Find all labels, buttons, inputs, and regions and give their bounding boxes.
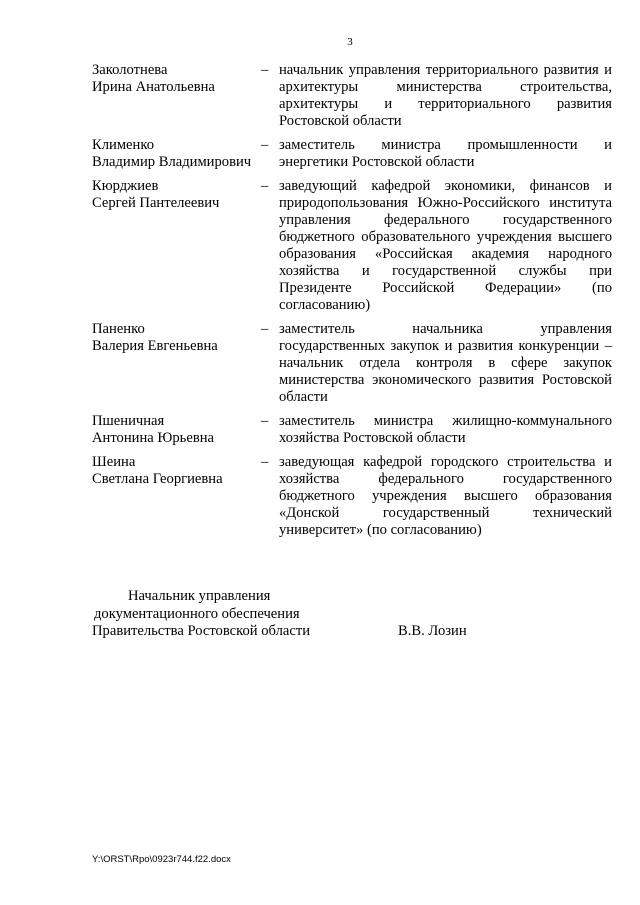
member-role: заведующая кафедрой городского строительства и хозяйства федерального государственного бюджетного учреждения высшего образования «Донской государственный технический университет» (по согласованию) <box>279 454 612 538</box>
page-number: 3 <box>347 36 353 48</box>
signature-title-line2: документационного обеспечения <box>94 605 300 622</box>
member-name: Клименко Владимир Владимирович <box>92 137 252 170</box>
list-item <box>92 454 612 539</box>
members-list <box>92 62 612 539</box>
list-item <box>92 321 612 406</box>
signature-block <box>92 588 512 641</box>
list-item <box>92 413 612 447</box>
member-role: заместитель министра промышленности и энергетики Ростовской области <box>279 137 612 170</box>
member-name: Кюрджиев Сергей Пантелеевич <box>92 178 220 211</box>
member-name: Паненко Валерия Евгеньевна <box>92 321 218 354</box>
list-item <box>92 178 612 314</box>
member-role: начальник управления территориального развития и архитектуры министерства строительства, архитектуры и территориального развития Ростовской области <box>279 62 612 129</box>
file-path-footer: Y:\ORST\Rpo\0923r744.f22.docx <box>92 854 231 865</box>
dash-separator: – <box>261 413 269 429</box>
member-role: заместитель начальника управления государственных закупок и развития конкуренции – начальник отдела контроля в сфере закупок министерства экономического развития Ростовской области <box>279 321 612 405</box>
dash-separator: – <box>261 178 269 194</box>
member-role: заведующий кафедрой экономики, финансов и природопользования Южно-Российского института управления федерального государственного бюджетного образовательного учреждения высшего образования «Российская академия народного хозяйства и государственной службы при Президенте Российской Федерации» (по согласованию) <box>279 178 612 313</box>
dash-separator: – <box>261 62 269 78</box>
signatory-name: В.В. Лозин <box>398 623 467 639</box>
list-item <box>92 62 612 130</box>
member-name: Заколотнева Ирина Анатольевна <box>92 62 215 95</box>
list-item <box>92 137 612 171</box>
member-name: Шеина Светлана Георгиевна <box>92 454 223 487</box>
dash-separator: – <box>261 137 269 153</box>
signature-title-line3: Правительства Ростовской области <box>92 623 311 639</box>
signature-title-line1: Начальник управления <box>128 588 271 604</box>
dash-separator: – <box>261 454 269 470</box>
signature-title-line3-row <box>92 623 512 641</box>
dash-separator: – <box>261 321 269 337</box>
member-name: Пшеничная Антонина Юрьевна <box>92 413 214 446</box>
member-role: заместитель министра жилищно-коммунального хозяйства Ростовской области <box>279 413 612 446</box>
